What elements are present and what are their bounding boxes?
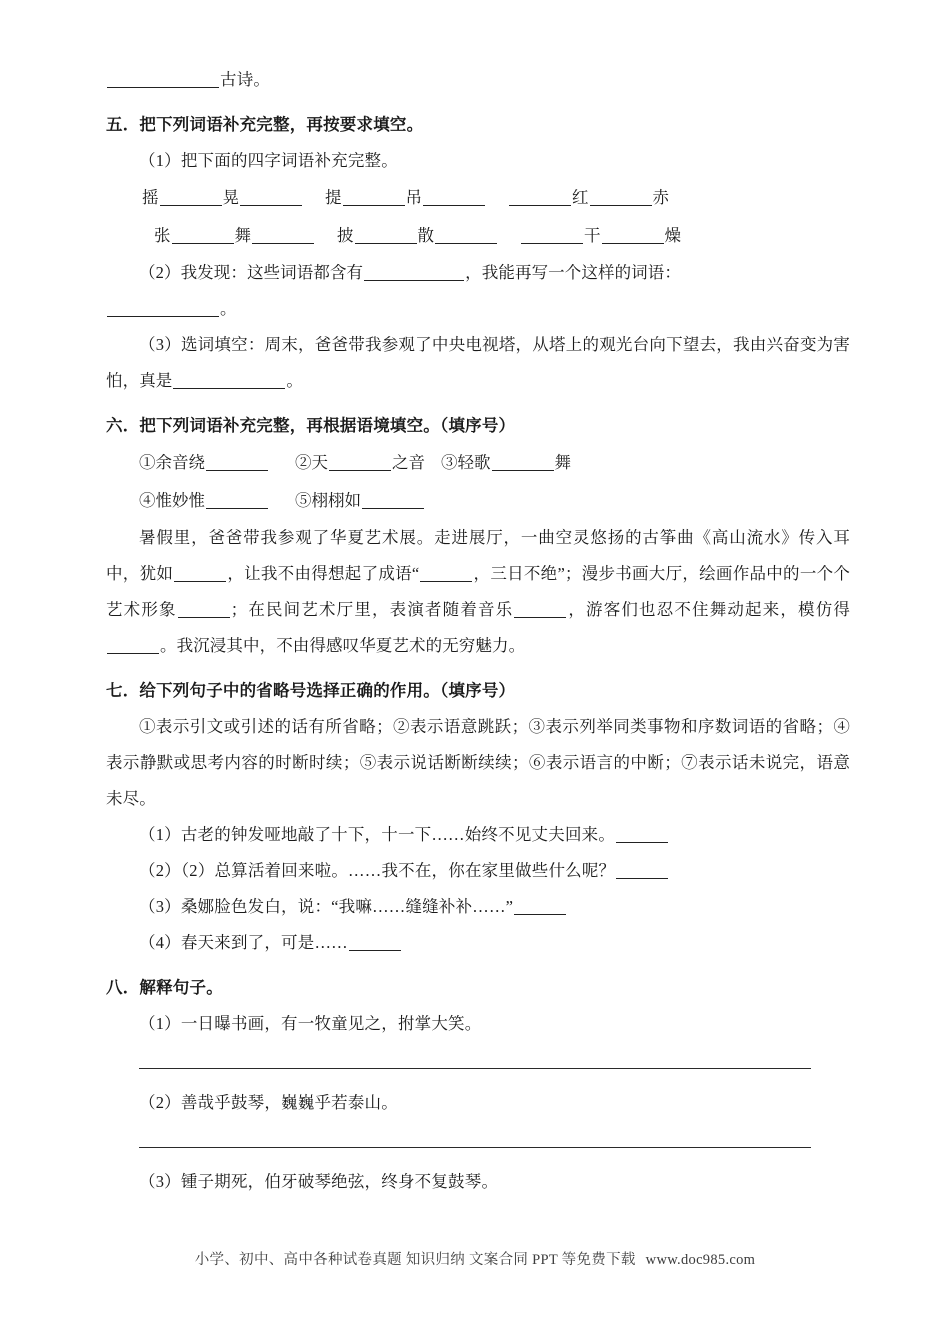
passage-part-5: ，游客们也忍不住舞动起来，模仿得 [567, 600, 850, 619]
answer-blank[interactable] [514, 600, 566, 618]
passage-part-1: 暑假里，爸爸带我参观了华夏艺术展。走进展厅，一曲空灵悠扬的古筝曲《高山流水》传入耳中，犹如 [106, 528, 850, 583]
question-label: （2） [139, 861, 181, 880]
answer-blank[interactable] [343, 188, 405, 206]
section-title-eight: 解释句子。 [139, 978, 223, 997]
answer-blank[interactable] [492, 453, 554, 471]
continuation-line [106, 62, 850, 98]
word-char: 摇 [142, 188, 159, 207]
word-char: 吊 [405, 188, 422, 207]
idiom-marker: ③ [441, 453, 458, 472]
word-group-3 [508, 179, 669, 217]
idiom-marker: ② [295, 453, 312, 472]
answer-blank[interactable] [240, 188, 302, 206]
question-text-after: 。 [286, 371, 304, 390]
answer-blank[interactable] [521, 226, 583, 244]
section-heading-six [106, 408, 850, 444]
answer-blank[interactable] [178, 600, 230, 618]
answer-blank[interactable] [616, 825, 668, 843]
word-char: 赤 [652, 188, 669, 207]
idiom-text: 轻歌 [457, 453, 491, 472]
answer-blank[interactable] [206, 491, 268, 509]
answer-blank[interactable] [355, 226, 417, 244]
idiom-marker: ④ [139, 491, 156, 510]
question-text: 春天来到了，可是…… [180, 933, 348, 952]
question-text: 古老的钟发哑地敲了十下，十一下……始终不见丈夫回来。 [180, 825, 616, 844]
question-seven-3 [106, 889, 850, 925]
section-number-eight: 八． [106, 978, 140, 997]
question-five-1 [106, 143, 850, 179]
question-label: （3） [139, 335, 181, 354]
word-char: 散 [417, 226, 434, 245]
answer-blank[interactable] [349, 933, 401, 951]
answer-blank[interactable] [172, 226, 234, 244]
question-text-middle: ，我能再写一个这样的词语： [465, 263, 681, 282]
word-group-2 [325, 179, 486, 217]
continuation-trailing-text: 古诗。 [220, 70, 271, 89]
question-five-3 [106, 327, 850, 399]
idiom-marker: ① [139, 453, 156, 472]
word-char: 披 [337, 226, 354, 245]
idiom-item-1 [139, 444, 269, 482]
section-title-five: 把下列词语补充完整，再按要求填空。 [139, 115, 424, 134]
idiom-text: 天 [311, 453, 328, 472]
idiom-text: 惟妙惟 [155, 491, 205, 510]
footer-site-url[interactable]: www.doc985.com [645, 1252, 756, 1268]
answer-blank[interactable] [616, 861, 668, 879]
question-text: 桑娜脸色发白，说：“我嘛……缝缝补补……” [180, 897, 514, 916]
question-label: （2） [139, 1093, 181, 1112]
answer-blank[interactable] [107, 70, 219, 88]
question-label: （3） [139, 1172, 181, 1191]
answer-blank[interactable] [252, 226, 314, 244]
question-label: （4） [139, 933, 181, 952]
answer-blank[interactable] [435, 226, 497, 244]
question-text-before: 我发现：这些词语都含有 [180, 263, 364, 282]
idiom-text: 栩栩如 [311, 491, 361, 510]
section-heading-seven [106, 673, 850, 709]
answer-blank[interactable] [173, 371, 285, 389]
word-group-2 [337, 217, 498, 255]
passage-part-6: 。我沉浸其中，不由得感叹华夏艺术的无穷魅力。 [160, 636, 526, 655]
idiom-text: 舞 [554, 453, 571, 472]
document-content [106, 62, 850, 1200]
passage-part-2: ，让我不由得想起了成语“ [227, 564, 420, 583]
idiom-row-2 [106, 482, 850, 520]
question-seven-1 [106, 817, 850, 853]
idiom-item-4 [139, 482, 269, 520]
answer-blank[interactable] [206, 453, 268, 471]
section-title-six: 把下列词语补充完整，再根据语境填空。（填序号） [139, 416, 516, 435]
section-number-five: 五． [106, 115, 140, 134]
idiom-text: 之音 [392, 453, 425, 472]
question-label: （1） [139, 1014, 181, 1033]
answer-blank[interactable] [174, 564, 226, 582]
word-char: 干 [584, 226, 601, 245]
idiom-marker: ⑤ [295, 491, 312, 510]
question-label: （1） [139, 825, 181, 844]
section-six-passage [106, 520, 850, 664]
idiom-item-2 [295, 444, 425, 482]
section-seven-options: ①表示引文或引述的话有所省略；②表示语意跳跃；③表示列举同类事物和序数词语的省略；④表示静默或思考内容的时断时续；⑤表示说话断断续续；⑥表示语言的中断；⑦表示话未说完，语意未尽。 [106, 717, 850, 808]
answer-blank[interactable] [514, 897, 566, 915]
spacer [106, 1148, 850, 1164]
answer-blank[interactable] [160, 188, 222, 206]
section-title-seven: 给下列句子中的省略号选择正确的作用。（填序号） [139, 681, 516, 700]
question-eight-3 [106, 1164, 850, 1200]
word-group-1 [142, 179, 303, 217]
answer-blank[interactable] [590, 188, 652, 206]
question-eight-2 [106, 1085, 850, 1121]
footer-text: 小学、初中、高中各种试卷真题 知识归纳 文案合同 PPT 等免费下载 [194, 1252, 636, 1268]
question-text-before: 选词填空：周末，爸爸带我参观了中央电视塔，从塔上的观光台向下望去，我由兴奋变为害怕，真是 [106, 335, 851, 390]
question-eight-1 [106, 1006, 850, 1042]
answer-blank[interactable] [107, 299, 219, 317]
word-char: 燥 [664, 226, 681, 245]
page-footer [0, 1248, 950, 1269]
idiom-row-1 [106, 444, 850, 482]
word-char: 张 [154, 226, 171, 245]
question-seven-4 [106, 925, 850, 961]
answer-blank[interactable] [509, 188, 571, 206]
answer-blank[interactable] [362, 491, 424, 509]
section-heading-eight [106, 970, 850, 1006]
idiom-text: 余音绕 [155, 453, 205, 472]
question-five-2 [106, 255, 850, 327]
section-heading-five [106, 107, 850, 143]
question-label: （1） [139, 151, 181, 170]
question-text-after: 。 [220, 299, 237, 318]
section-number-seven: 七． [106, 681, 140, 700]
section-number-six: 六． [106, 416, 140, 435]
question-text: （2）总算活着回来啦。……我不在，你在家里做些什么呢？ [180, 861, 616, 880]
answer-blank[interactable] [364, 263, 464, 281]
question-label: （2） [139, 263, 181, 282]
word-group-1 [154, 217, 315, 255]
word-completion-row-1 [106, 179, 850, 217]
answer-blank[interactable] [107, 636, 159, 654]
idiom-item-5 [295, 482, 425, 520]
word-char: 晃 [222, 188, 239, 207]
word-char: 红 [572, 188, 589, 207]
question-label: （3） [139, 897, 181, 916]
question-text: 把下面的四字词语补充完整。 [180, 151, 398, 170]
question-seven-2 [106, 853, 850, 889]
spacer [106, 1069, 850, 1085]
answer-blank[interactable] [423, 188, 485, 206]
passage-part-4: ；在民间艺术厅里，表演者随着音乐 [230, 600, 514, 619]
question-text: 一日曝书画，有一牧童见之，拊掌大笑。 [180, 1014, 482, 1033]
answer-blank[interactable] [329, 453, 391, 471]
word-completion-row-2 [106, 217, 850, 255]
question-text: 善哉乎鼓琴，巍巍乎若泰山。 [180, 1093, 398, 1112]
idiom-item-3 [441, 444, 571, 482]
passage-part-3: ，三日不绝”；漫步书画大厅，绘画作品中的一个个艺术形象 [106, 564, 850, 619]
word-char: 舞 [234, 226, 251, 245]
answer-blank[interactable] [602, 226, 664, 244]
question-text: 锺子期死，伯牙破琴绝弦，终身不复鼓琴。 [180, 1172, 499, 1191]
word-group-3 [520, 217, 681, 255]
word-char: 提 [325, 188, 342, 207]
answer-blank[interactable] [420, 564, 472, 582]
